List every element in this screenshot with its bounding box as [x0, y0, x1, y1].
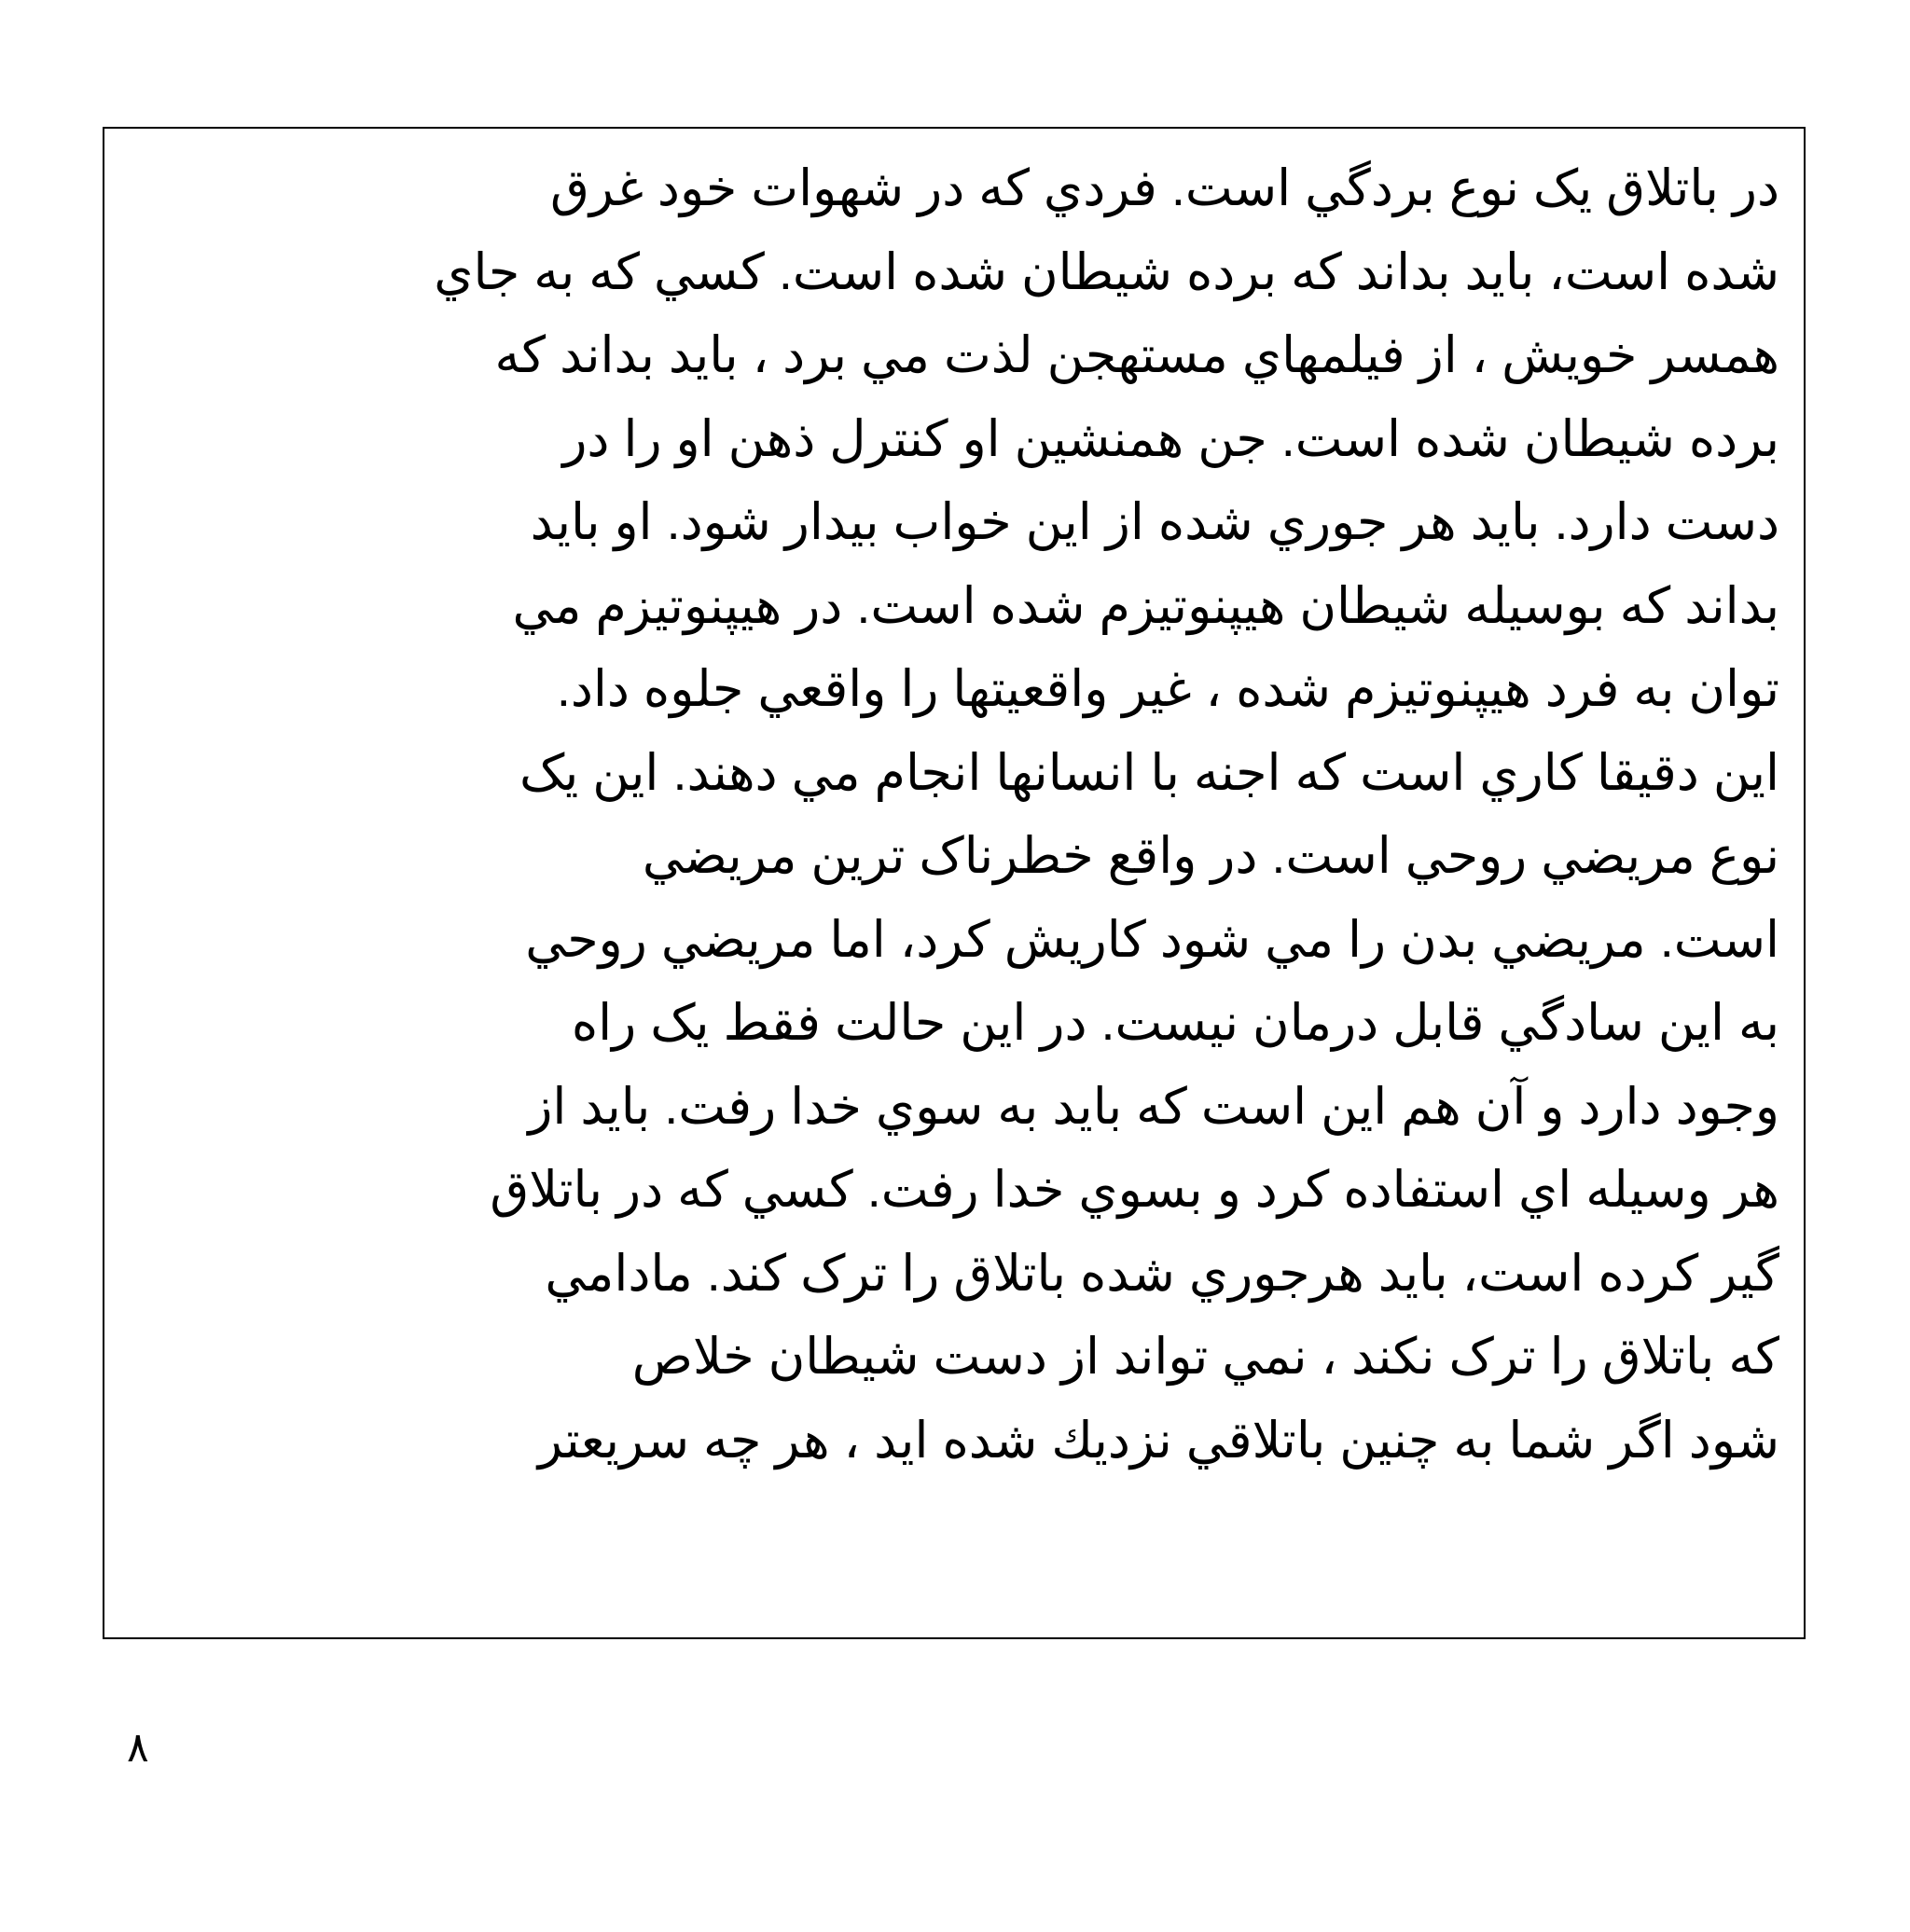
text-line: است. مريضي بدن را مي شود کاريش کرد، اما مريضي روحي [525, 911, 1779, 968]
text-line: گير کرده است، بايد هرجوري شده باتلاق را ترک کند. مادامي [545, 1245, 1779, 1302]
text-line: نوع مريضي روحي است. در واقع خطرناک ترين مريضي [642, 828, 1779, 884]
text-line: در باتلاق يک نوع بردگي است. فردي که در شهوات خود غرق [550, 160, 1779, 216]
paragraph [119, 147, 1779, 1483]
text-line: وجود دارد و آن هم اين است که بايد به سوي خدا رفت. بايد از [528, 1078, 1779, 1135]
text-frame [103, 127, 1806, 1639]
text-line: بداند که بوسيله شيطان هيپنوتيزم شده است. در هيپنوتيزم مي [512, 577, 1779, 634]
page-number: ٨ [127, 1725, 149, 1771]
text-line: برده شيطان شده است. جن همنشين او کنترل ذهن او را در [562, 410, 1779, 467]
text-line: دست دارد. بايد هر جوري شده از اين خواب بيدار شود. او بايد [530, 494, 1779, 550]
text-line: توان به فرد هيپنوتيزم شده ، غير واقعيتها را واقعي جلوه داد. [556, 661, 1779, 717]
text-line: به اين سادگي قابل درمان نيست. در اين حالت فقط يک راه [571, 995, 1779, 1051]
text-line: شود اگر شما به چنين باتلاقي نزديك شده ايد ، هر چه سريعتر [537, 1412, 1779, 1469]
text-line: که باتلاق را ترک نکند ، نمي تواند از دست شيطان خلاص [631, 1329, 1779, 1385]
text-line: شده است، بايد بداند که برده شيطان شده است. کسي که به جاي [434, 243, 1779, 300]
text-line: همسر خويش ، از فيلمهاي مستهجن لذت مي برد ، بايد بداند که [494, 327, 1779, 383]
text-line: اين دقيقا کاري است که اجنه با انسانها انجام مي دهند. اين يک [519, 744, 1779, 801]
text-line: هر وسيله اي استفاده کرد و بسوي خدا رفت. کسي که در باتلاق [490, 1162, 1779, 1218]
